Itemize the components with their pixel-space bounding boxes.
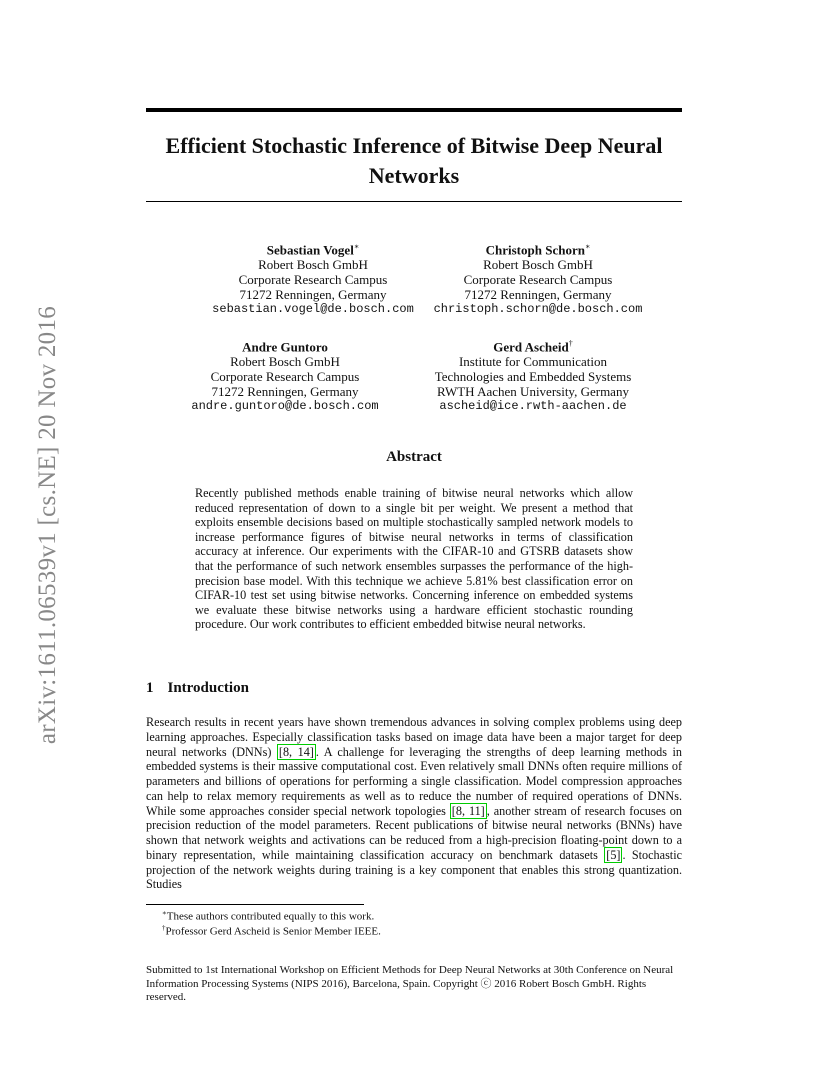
author-affiliation: 71272 Renningen, Germany xyxy=(464,287,612,303)
author-affiliation: Corporate Research Campus xyxy=(463,272,613,288)
section-number: 1 xyxy=(146,680,154,696)
title-line-2: Networks xyxy=(368,163,460,188)
section-title: Introduction xyxy=(167,680,249,696)
citation-link[interactable]: [8, 14] xyxy=(278,744,314,759)
author-name: Andre Guntoro xyxy=(242,339,328,355)
author-affiliation: Corporate Research Campus xyxy=(210,369,360,385)
author-affiliation: Robert Bosch GmbH xyxy=(230,354,340,370)
author-name: Christoph Schorn∗ xyxy=(485,242,591,258)
author-name: Sebastian Vogel∗ xyxy=(266,242,360,258)
paragraph-text: . A challenge for leveraging the strengths of deep learning methods in embedded systems is their massive computational cost. Even relatively small DNNs often require millions of parameters and billions of operations for performing a single classification. Model compression approaches can help to relax memory requirements as well as to reduce the number of required operations of DNNs. While some approaches consider special network topologies xyxy=(146,744,682,818)
section-heading xyxy=(146,680,249,697)
footnote-rule xyxy=(146,904,364,905)
author-affiliation: Institute for Communication xyxy=(458,354,608,370)
author-block xyxy=(403,336,663,414)
citation-link[interactable]: [8, 11] xyxy=(451,803,485,818)
paper-title xyxy=(146,131,682,191)
author-block xyxy=(183,239,443,317)
author-affiliation: Corporate Research Campus xyxy=(238,272,388,288)
author-affiliation: Robert Bosch GmbH xyxy=(483,257,593,273)
paragraph-text: , another stream of research focuses on precision reduction of the model parameters. Recent publications of bitwise neural networks (BNNs) have shown that network weights and activations can be reduced from a high-precision floating-point down to a binary representation, while maintaining classification accuracy on benchmark datasets xyxy=(146,803,682,862)
paragraph-text: . Stochastic projection of the network weights during training is a key component that enables this strong quantization. Studies xyxy=(146,847,682,892)
citation-link[interactable]: [5] xyxy=(606,847,621,862)
submission-note: Submitted to 1st International Workshop on Efficient Methods for Deep Neural Networks at 30th Conference on Neural Information Processing Systems (NIPS 2016), Barcelona, Spain. Copyright ⓒ 2016 Robert Bosch GmbH. Rights reserved. xyxy=(146,964,674,1003)
author-block xyxy=(408,239,668,317)
introduction-paragraph xyxy=(146,715,682,892)
author-email[interactable]: ascheid@ice.rwth-aachen.de xyxy=(439,399,627,414)
author-affiliation: 71272 Renningen, Germany xyxy=(211,384,359,400)
abstract-heading: Abstract xyxy=(386,449,442,465)
author-block xyxy=(155,336,415,414)
author-email[interactable]: sebastian.vogel@de.bosch.com xyxy=(212,302,414,317)
author-affiliation: Robert Bosch GmbH xyxy=(258,257,368,273)
title-bottom-rule xyxy=(146,201,682,202)
abstract-text: Recently published methods enable training of bitwise neural networks which allow reduced representation of down to a single bit per weight. We present a method that exploits ensemble decisions based on multiple stochastically sampled network models to increase performance figures of bitwise neural networks in terms of classification accuracy at inference. Our experiments with the CIFAR-10 and GTSRB datasets show that the performance of such network ensembles surpasses the performance of the high-precision base model. With this technique we achieve 5.81% best classification error on CIFAR-10 test set using bitwise networks. Concerning inference on embedded systems we evaluate these bitwise networks using a hardware efficient stochastic rounding procedure. Our work contributes to efficient embedded bitwise neural networks. xyxy=(195,486,633,632)
arxiv-identifier: arXiv:1611.06539v1 [cs.NE] 20 Nov 2016 xyxy=(34,305,61,745)
author-email[interactable]: christoph.schorn@de.bosch.com xyxy=(433,302,643,317)
title-line-1: Efficient Stochastic Inference of Bitwise Deep Neural xyxy=(165,133,663,158)
author-name: Gerd Ascheid† xyxy=(493,339,573,355)
author-affiliation: 71272 Renningen, Germany xyxy=(239,287,387,303)
paragraph-text: Research results in recent years have shown tremendous advances in solving complex problems using deep learning approaches. Especially classification tasks based on image data have been a major target for deep neural networks (DNNs) xyxy=(146,715,682,759)
footnote: †Professor Gerd Ascheid is Senior Member IEEE. xyxy=(162,924,381,938)
author-email[interactable]: andre.guntoro@de.bosch.com xyxy=(191,399,379,414)
title-top-rule xyxy=(146,108,682,112)
footnote: ∗These authors contributed equally to this work. xyxy=(162,909,375,923)
author-affiliation: RWTH Aachen University, Germany xyxy=(437,384,629,400)
author-affiliation: Technologies and Embedded Systems xyxy=(434,369,632,385)
